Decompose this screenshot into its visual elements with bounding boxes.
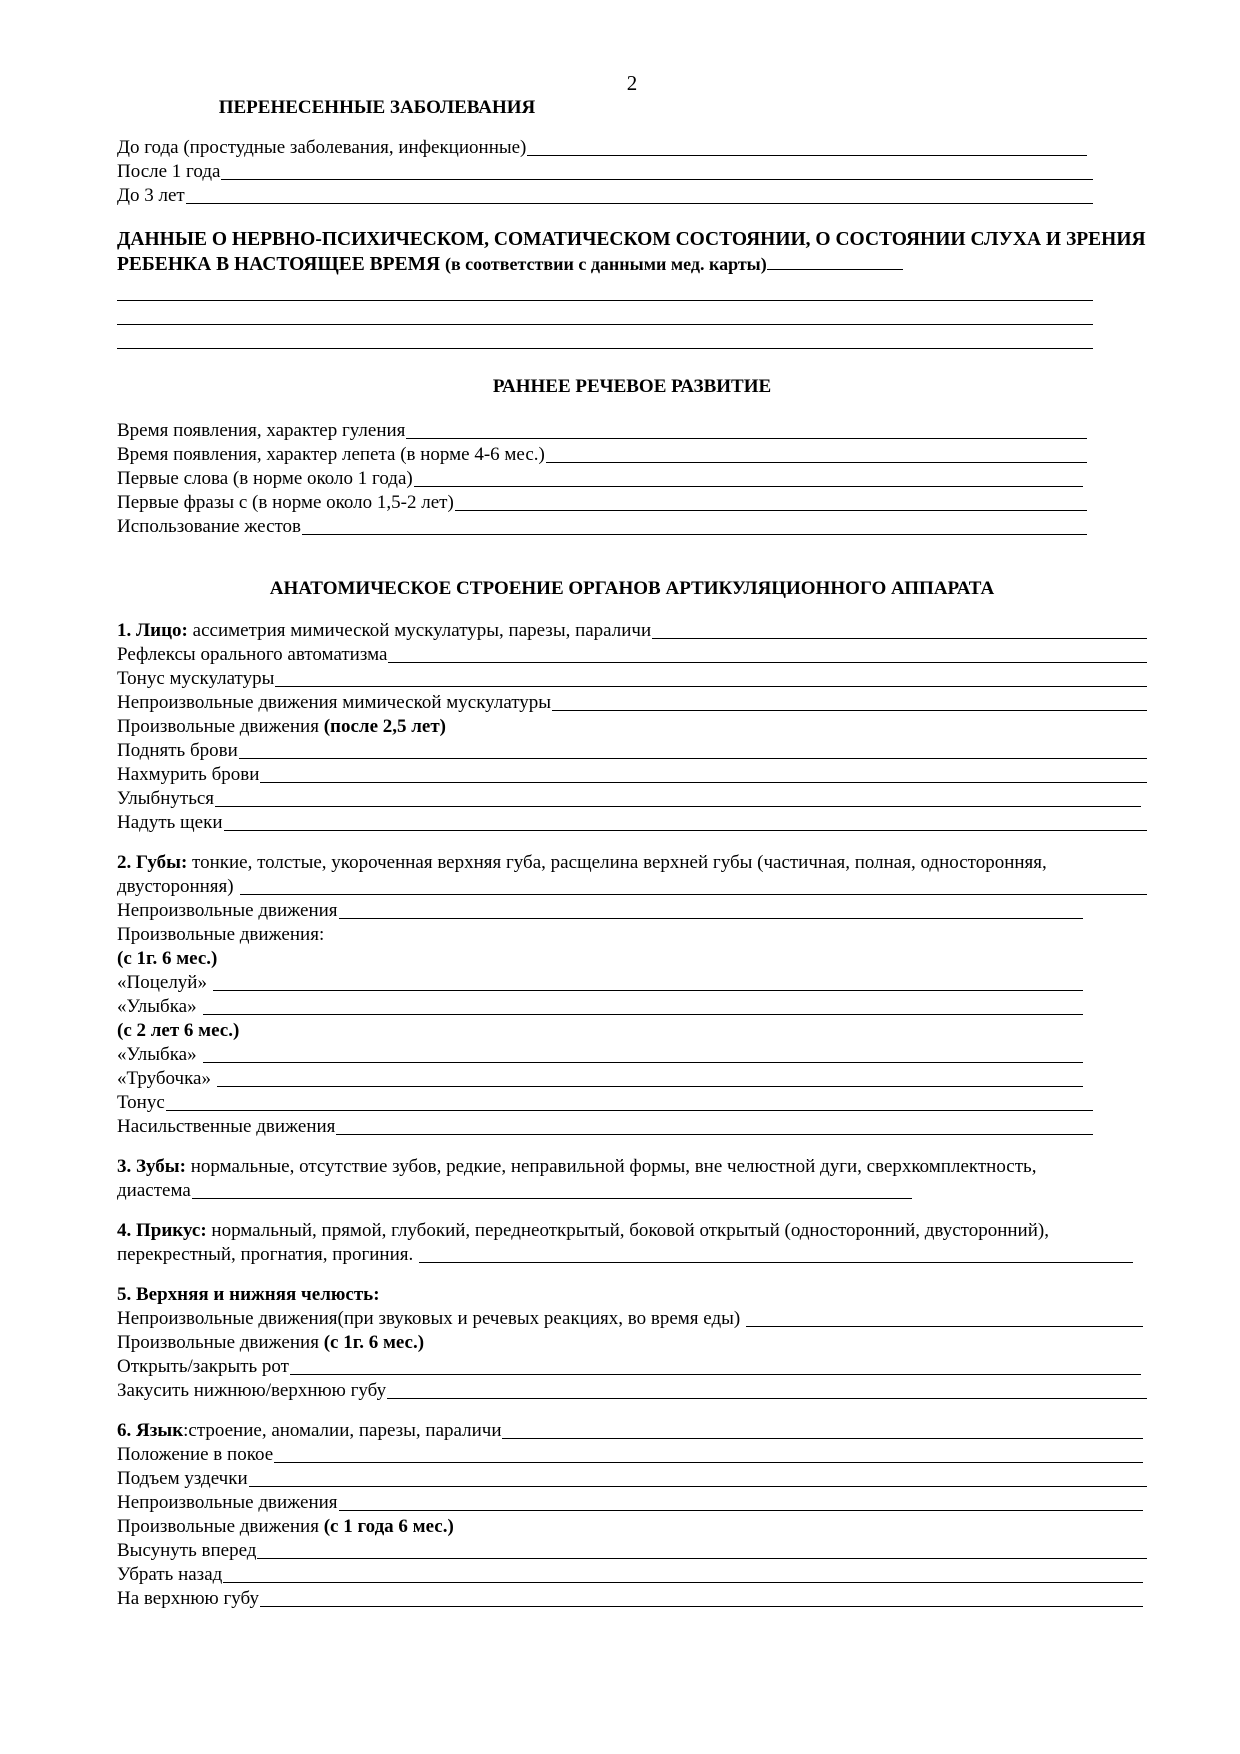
bite-text2: перекрестный, прогнатия, прогиния. — [117, 1244, 414, 1265]
jaw-voluntary-label: Произвольные движения — [117, 1332, 319, 1353]
bite-row[interactable] — [117, 1243, 1133, 1267]
speech-label: Время появления, характер лепета (в норме 4-6 мес.) — [117, 444, 545, 465]
lips-involuntary: Непроизвольные движения — [117, 900, 338, 921]
tongue-label: 6. Язык — [117, 1420, 184, 1441]
face-item: Рефлексы орального автоматизма — [117, 644, 388, 665]
jaw-voluntary — [117, 1331, 1147, 1355]
teeth-text: нормальные, отсутствие зубов, редкие, неправильной формы, вне челюстной дуги, сверхкомплектность, — [185, 1156, 1037, 1177]
lips-item: Тонус — [117, 1092, 165, 1113]
speech-row[interactable] — [117, 467, 1083, 491]
state-section — [117, 228, 1147, 277]
state-note: (в соответствии с данными мед. карты) — [444, 254, 767, 274]
teeth-row[interactable] — [117, 1179, 912, 1203]
lips-text2: двусторонняя) — [117, 876, 234, 897]
bite-label: 4. Прикус: — [117, 1220, 207, 1241]
speech-label: Время появления, характер гуления — [117, 420, 406, 441]
lips-item: «Улыбка» — [117, 1044, 197, 1065]
tongue-voluntary-item: На верхнюю губу — [117, 1588, 259, 1609]
face-row[interactable] — [117, 619, 1147, 643]
illness-label: До 3 лет — [117, 185, 185, 206]
face-voluntary-item: Улыбнуться — [117, 788, 215, 809]
lips-row[interactable] — [117, 971, 1083, 995]
teeth-desc — [117, 1155, 1147, 1179]
page-number: 2 — [626, 71, 638, 95]
face-row[interactable] — [117, 787, 1141, 811]
illness-row[interactable] — [117, 184, 1093, 208]
lips-item: «Улыбка» — [117, 996, 197, 1017]
illness-row[interactable] — [117, 136, 1087, 160]
jaw-label: 5. Верхняя и нижняя челюсть: — [117, 1284, 380, 1305]
face-voluntary-age: (после 2,5 лет) — [318, 716, 447, 737]
jaw-involuntary: Непроизвольные движения(при звуковых и речевых реакциях, во время еды) — [117, 1308, 741, 1329]
face-item: Тонус мускулатуры — [117, 668, 275, 689]
tongue-row[interactable] — [117, 1419, 1143, 1443]
face-row[interactable] — [117, 811, 1147, 835]
face-voluntary-item: Нахмурить брови — [117, 764, 260, 785]
jaw-item: Открыть/закрыть рот — [117, 1356, 289, 1377]
early-speech-title: РАННЕЕ РЕЧЕВОЕ РАЗВИТИЕ — [492, 376, 772, 397]
illness-label: После 1 года — [117, 161, 221, 182]
face-row[interactable] — [117, 643, 1147, 667]
face-item: Непроизвольные движения мимической мускулатуры — [117, 692, 552, 713]
illness-row[interactable] — [117, 160, 1093, 184]
lips-row[interactable] — [117, 899, 1083, 923]
tongue-row[interactable] — [117, 1491, 1143, 1515]
lips-label: 2. Губы: — [117, 852, 188, 873]
face-label: 1. Лицо: — [117, 620, 188, 641]
face-row[interactable] — [117, 739, 1147, 763]
lips-row[interactable] — [117, 875, 1147, 899]
teeth-label: 3. Зубы: — [117, 1156, 186, 1177]
tongue-row[interactable] — [117, 1443, 1143, 1467]
tongue-voluntary — [117, 1515, 1147, 1539]
tongue-item: Непроизвольные движения — [117, 1492, 338, 1513]
speech-label: Первые фразы с (в норме около 1,5-2 лет) — [117, 492, 454, 513]
lips-item: «Поцелуй» — [117, 972, 207, 993]
lips-age2: (с 2 лет 6 мес.) — [117, 1020, 240, 1041]
state-line[interactable] — [117, 325, 1093, 349]
lips-item: Насильственные движения — [117, 1116, 336, 1137]
tongue-voluntary-item: Высунуть вперед — [117, 1540, 257, 1561]
tongue-voluntary-item: Убрать назад — [117, 1564, 223, 1585]
anatomy-title: АНАТОМИЧЕСКОЕ СТРОЕНИЕ ОРГАНОВ АРТИКУЛЯЦИОННОГО АППАРАТА — [269, 578, 995, 599]
state-line[interactable] — [117, 301, 1093, 325]
lips-desc — [117, 851, 1147, 875]
illness-label: До года (простудные заболевания, инфекционные) — [117, 137, 527, 158]
face-row[interactable] — [117, 763, 1147, 787]
tongue-text: :строение, аномалии, парезы, параличи — [183, 1420, 502, 1441]
illnesses-title: ПЕРЕНЕСЕННЫЕ ЗАБОЛЕВАНИЯ — [218, 97, 536, 118]
jaw-row[interactable] — [117, 1307, 1143, 1331]
face-row[interactable] — [117, 667, 1147, 691]
speech-row[interactable] — [117, 515, 1087, 539]
jaw-row[interactable] — [117, 1379, 1147, 1403]
jaw-row[interactable] — [117, 1355, 1141, 1379]
tongue-row[interactable] — [117, 1467, 1147, 1491]
lips-row[interactable] — [117, 1067, 1083, 1091]
bite-text: нормальный, прямой, глубокий, переднеоткрытый, боковой открытый (односторонний, двусторонний), — [206, 1220, 1049, 1241]
tongue-row[interactable] — [117, 1563, 1143, 1587]
speech-label: Первые слова (в норме около 1 года) — [117, 468, 413, 489]
tongue-voluntary-age: (с 1 года 6 мес.) — [318, 1516, 454, 1537]
state-title: ДАННЫЕ О НЕРВНО-ПСИХИЧЕСКОМ, СОМАТИЧЕСКОМ СОСТОЯНИИ, О СОСТОЯНИИ СЛУХА И ЗРЕНИЯ РЕБЕНКА В НАСТОЯЩЕЕ ВРЕМЯ — [117, 229, 1146, 275]
face-voluntary-item: Надуть щеки — [117, 812, 223, 833]
tongue-voluntary-label: Произвольные движения — [117, 1516, 319, 1537]
form-page — [117, 70, 1147, 1611]
speech-row[interactable] — [117, 491, 1087, 515]
lips-item: «Трубочка» — [117, 1068, 211, 1089]
speech-row[interactable] — [117, 443, 1087, 467]
lips-row[interactable] — [117, 1043, 1083, 1067]
jaw-item: Закусить нижнюю/верхнюю губу — [117, 1380, 387, 1401]
face-text: ассиметрия мимической мускулатуры, парезы, параличи — [187, 620, 652, 641]
lips-row[interactable] — [117, 995, 1083, 1019]
teeth-text2: диастема — [117, 1180, 191, 1201]
tongue-item: Положение в покое — [117, 1444, 274, 1465]
lips-voluntary: Произвольные движения: — [117, 924, 325, 945]
lips-row[interactable] — [117, 1091, 1093, 1115]
state-line[interactable] — [117, 277, 1093, 301]
face-row[interactable] — [117, 691, 1147, 715]
lips-text: тонкие, толстые, укороченная верхняя губа, расщелина верхней губы (частичная, полная, односторонняя, — [187, 852, 1047, 873]
tongue-item: Подъем уздечки — [117, 1468, 248, 1489]
lips-row[interactable] — [117, 1115, 1093, 1139]
face-voluntary — [117, 715, 1147, 739]
speech-row[interactable] — [117, 419, 1087, 443]
face-voluntary-label: Произвольные движения — [117, 716, 319, 737]
bite-desc — [117, 1219, 1147, 1243]
tongue-row[interactable] — [117, 1539, 1147, 1563]
lips-age1: (с 1г. 6 мес.) — [117, 948, 218, 969]
jaw-voluntary-age: (с 1г. 6 мес.) — [318, 1332, 425, 1353]
speech-label: Использование жестов — [117, 516, 302, 537]
state-blank[interactable] — [767, 253, 903, 270]
face-voluntary-item: Поднять брови — [117, 740, 238, 761]
tongue-row[interactable] — [117, 1587, 1143, 1611]
